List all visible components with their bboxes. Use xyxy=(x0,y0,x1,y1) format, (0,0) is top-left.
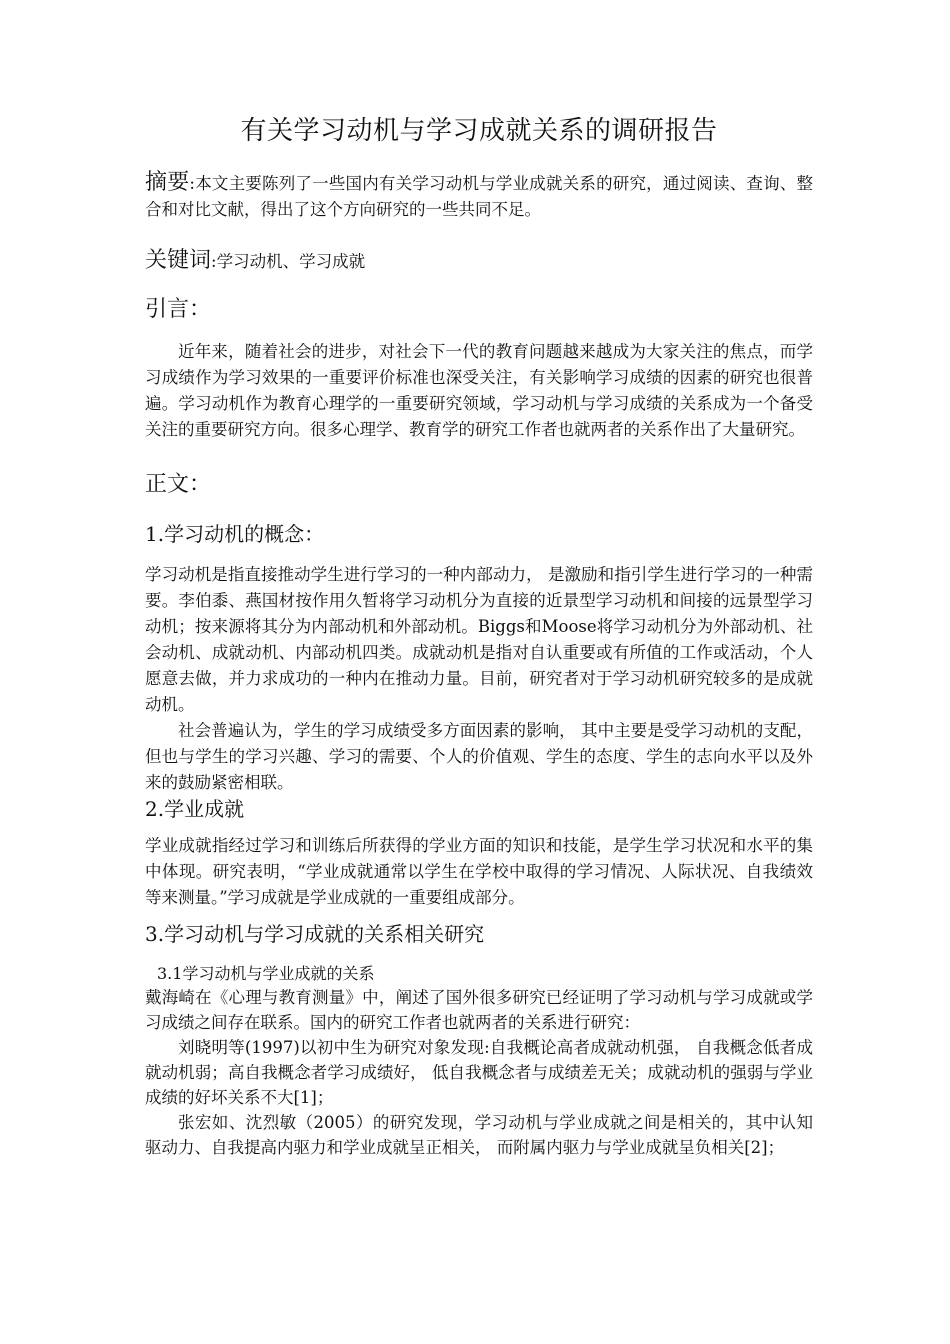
abstract-paragraph xyxy=(145,170,813,223)
document-title: 有关学习动机与学习成就关系的调研报告 xyxy=(240,116,718,146)
section3-subheading: 3.1学习动机与学业成就的关系 xyxy=(157,964,375,983)
section1-paragraph2: 社会普遍认为，学生的学习成绩受多方面因素的影响， 其中主要是受学习动机的支配， 但也与学生的学习兴趣、学习的需要、个人的价值观、学生的态度、学生的志向水平以及外来的鼓励紧密相联。 xyxy=(145,721,813,792)
section3-body-block xyxy=(145,985,813,1160)
body-heading-block xyxy=(145,470,813,500)
section1-heading-block xyxy=(145,520,813,548)
section3-heading: 3.学习动机与学习成就的关系相关研究 xyxy=(145,922,485,946)
body-heading: 正文： xyxy=(145,472,212,497)
keywords-text: 学习动机、学习成就 xyxy=(216,252,366,271)
section3-paragraph1: 戴海崎在《心理与教育测量》中，阐述了国外很多研究已经证明了学习动机与学习成就或学习成绩之间存在联系。国内的研究工作者也就两者的关系进行研究： xyxy=(145,988,813,1032)
abstract-block xyxy=(145,170,813,223)
abstract-label: 摘要 xyxy=(145,170,190,195)
section2-body-block xyxy=(145,833,813,911)
section1-heading: 1.学习动机的概念： xyxy=(145,522,325,546)
section3-heading-block xyxy=(145,920,813,948)
keywords-label: 关键词 xyxy=(145,248,212,273)
keywords-colon: : xyxy=(211,252,217,271)
intro-heading: 引言： xyxy=(145,297,212,322)
intro-paragraph: 近年来，随着社会的进步，对社会下一代的教育问题越来越成为大家关注的焦点，而学习成绩作为学习效果的一重要评价标准也深受关注，有关影响学习成绩的因素的研究也很普遍。学习动机作为教育心理学的一重要研究领域，学习动机与学习成绩的关系成为一个备受关注的重要研究方向。很多心理学、教育学的研究工作者也就两者的关系作出了大量研究。 xyxy=(145,342,813,439)
abstract-text: 本文主要陈列了一些国内有关学习动机与学业成就关系的研究，通过阅读、查询、整合和对比文献，得出了这个方向研究的一些共同不足。 xyxy=(145,174,813,219)
section3-paragraph2: 刘晓明等(1997)以初中生为研究对象发现:自我概论高者成就动机强， 自我概念低者成就动机弱；高自我概念者学习成绩好， 低自我概念者与成绩差无关；成就动机的强弱与学业成绩的好坏关系不大[1]； xyxy=(145,1038,813,1107)
abstract-colon: : xyxy=(189,174,195,193)
intro-heading-block xyxy=(145,295,813,325)
section3-subheading-block xyxy=(145,962,813,986)
section2-heading-block xyxy=(145,795,813,823)
section3-paragraph3: 张宏如、沈烈敏（2005）的研究发现，学习动机与学业成就之间是相关的，其中认知驱动力、自我提高内驱力和学业成就呈正相关， 而附属内驱力与学业成就呈负相关[2]； xyxy=(145,1113,813,1157)
keywords-paragraph xyxy=(145,248,813,275)
section2-paragraph: 学业成就指经过学习和训练后所获得的学业方面的知识和技能，是学生学习状况和水平的集中体现。研究表明，“学业成就通常以学生在学校中取得的学习情况、人际状况、自我绩效等来测量。”学习成就是学业成就的一重要组成部分。 xyxy=(145,836,813,907)
section2-heading: 2.学业成就 xyxy=(145,797,245,821)
section1-paragraph1: 学习动机是指直接推动学生进行学习的一种内部动力， 是激励和指引学生进行学习的一种需要。李伯黍、燕国材按作用久暂将学习动机分为直接的近景型学习动机和间接的远景型学习动机；按来源将其分为内部动机和外部动机。Biggs和Moose将学习动机分为外部动机、社会动机、成就动机、内部动机四类。成就动机是指对自认重要或有所值的工作或活动，个人愿意去做，并力求成功的一种内在推动力量。目前，研究者对于学习动机研究较多的是成就动机。 xyxy=(145,565,813,714)
section1-body-block xyxy=(145,562,813,796)
intro-text-block xyxy=(145,339,813,443)
keywords-block xyxy=(145,248,813,275)
